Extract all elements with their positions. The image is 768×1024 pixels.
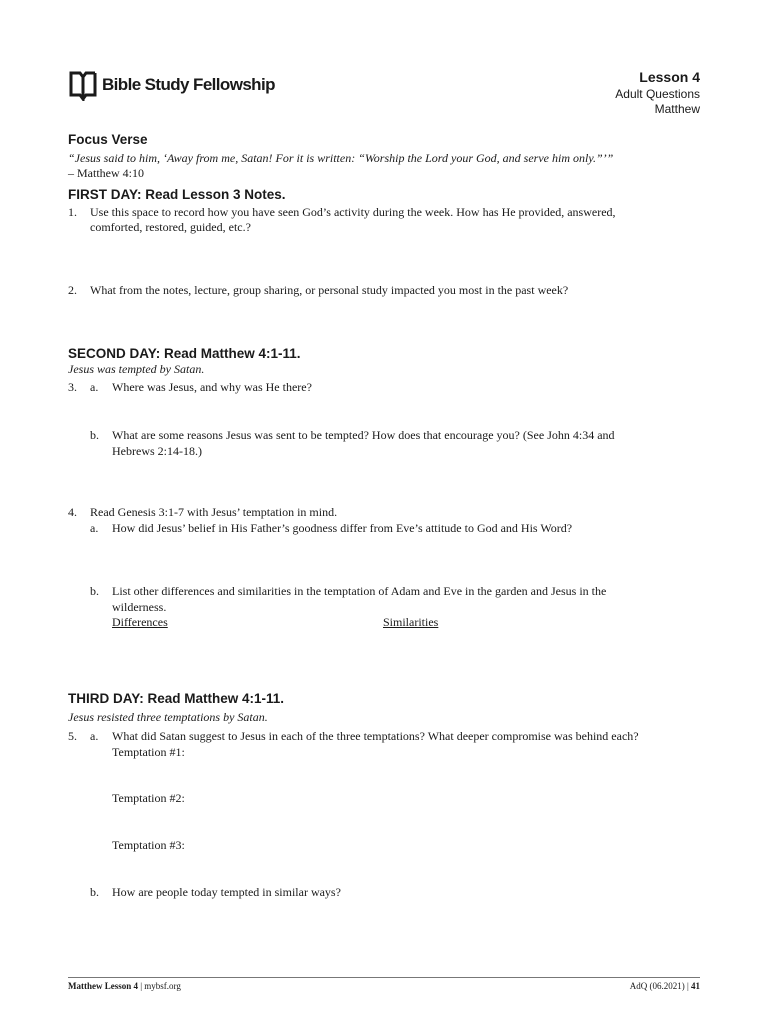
column-differences: Differences [112,615,168,629]
question-4b-line1: List other differences and similarities in the temptation of Adam and Eve in the garden and Jesus in the [112,584,607,598]
footer-divider [68,977,700,978]
question-number: 5. [68,729,77,743]
question-4a: How did Jesus’ belief in His Father’s goodness differ from Eve’s attitude to God and His Word? [112,521,573,535]
temptation-3-label: Temptation #3: [112,838,185,852]
lesson-book: Matthew [654,102,700,116]
temptation-1-label: Temptation #1: [112,745,185,759]
focus-verse-reference: – Matthew 4:10 [68,166,144,180]
question-number: 2. [68,283,77,297]
question-1-line2: comforted, restored, guided, etc.? [90,220,251,234]
question-number: 4. [68,505,77,519]
question-letter: b. [90,584,99,598]
page-number: 41 [691,981,700,991]
logo-text: Bible Study Fellowship [102,75,275,94]
footer-lesson: Matthew Lesson 4 [68,981,138,991]
question-letter: a. [90,521,99,535]
question-3b-line1: What are some reasons Jesus was sent to be tempted? How does that encourage you? (See John 4:34 and [112,428,615,442]
question-4b-line2: wilderness. [112,600,167,614]
temptation-2-label: Temptation #2: [112,791,185,805]
question-5b: How are people today tempted in similar ways? [112,885,341,899]
footer-site: | mybsf.org [138,981,181,991]
first-day-heading: FIRST DAY: Read Lesson 3 Notes. [68,187,286,202]
question-letter: b. [90,885,99,899]
second-day-heading: SECOND DAY: Read Matthew 4:1-11. [68,346,301,361]
bsf-logo [68,68,275,102]
footer-right [630,981,700,991]
question-letter: a. [90,380,99,394]
question-number: 3. [68,380,77,394]
question-3b-line2: Hebrews 2:14-18.) [112,444,202,458]
question-letter: a. [90,729,99,743]
focus-verse-text: “Jesus said to him, ‘Away from me, Satan! For it is written: “Worship the Lord your God, and serve him only.”’” [68,151,614,165]
footer-left [68,981,181,991]
footer-edition: AdQ (06.2021) | [629,981,691,991]
question-2: What from the notes, lecture, group sharing, or personal study impacted you most in the past week? [90,283,569,297]
open-book-icon [68,69,98,101]
focus-verse-heading: Focus Verse [68,132,148,147]
lesson-subtitle: Adult Questions [615,87,700,101]
question-number: 1. [68,205,77,219]
question-3a: Where was Jesus, and why was He there? [112,380,312,394]
question-letter: b. [90,428,99,442]
question-4: Read Genesis 3:1-7 with Jesus’ temptation in mind. [90,505,338,519]
second-day-subtitle: Jesus was tempted by Satan. [68,362,205,376]
question-1-line1: Use this space to record how you have seen God’s activity during the week. How has He provided, answered, [90,205,616,219]
question-5a: What did Satan suggest to Jesus in each of the three temptations? What deeper compromise was behind each? [112,729,639,743]
lesson-title: Lesson 4 [639,69,700,85]
column-similarities: Similarities [383,615,439,629]
third-day-subtitle: Jesus resisted three temptations by Satan. [68,710,268,724]
third-day-heading: THIRD DAY: Read Matthew 4:1-11. [68,691,285,706]
